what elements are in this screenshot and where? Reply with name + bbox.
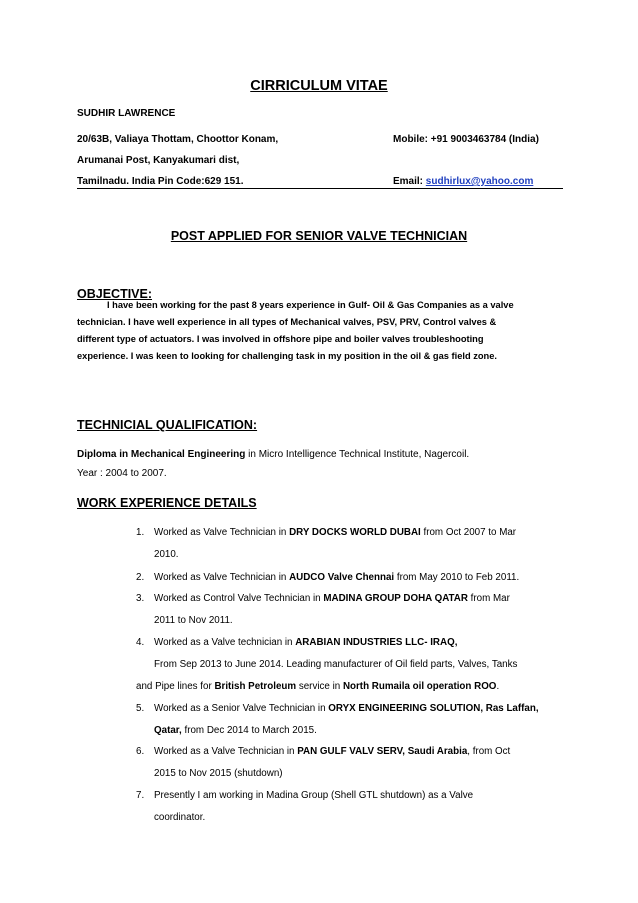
item-pre: Worked as Control Valve Technician in [154, 593, 324, 604]
item-post: , from Oct [467, 746, 511, 757]
qualification-year: Year : 2004 to 2007. [77, 468, 167, 479]
post-applied-heading: POST APPLIED FOR SENIOR VALVE TECHNICIAN [170, 229, 468, 243]
degree-name: Diploma in Mechanical Engineering [77, 449, 246, 460]
address-line-3: Tamilnadu. India Pin Code:629 151. [77, 176, 244, 187]
item-number: 7. [136, 790, 145, 801]
item-text [154, 572, 519, 583]
operation-name: North Rumaila oil operation ROO [342, 681, 497, 692]
address-line-2: Arumanai Post, Kanyakumari dist, [77, 155, 240, 166]
item-pre: Worked as Valve Technician in [154, 527, 290, 538]
item-text [154, 637, 457, 648]
address-line-1: 20/63B, Valiaya Thottam, Choottor Konam, [77, 134, 279, 145]
item-number: 5. [136, 703, 145, 714]
item-cont: 2011 to Nov 2011. [154, 615, 233, 626]
institute-name: in Micro Intelligence Technical Institute, Nagercoil. [245, 449, 470, 460]
work-heading: WORK EXPERIENCE DETAILS [77, 496, 257, 510]
item-text [154, 527, 516, 538]
work-experience-list [136, 0, 566, 903]
document-title: CIRRICULUM VITAE [250, 78, 388, 94]
employer-name: MADINA GROUP DOHA QATAR [323, 593, 468, 604]
client-name: British Petroleum [214, 681, 297, 692]
email-link[interactable]: sudhirlux@yahoo.com [425, 176, 534, 187]
item-pre: Worked as a Valve technician in [154, 637, 296, 648]
item-cont: From Sep 2013 to June 2014. Leading manufacturer of Oil field parts, Valves, Tanks [154, 659, 518, 670]
item-pre: Presently I am working in Madina Group (Shell GTL shutdown) as a Valve [154, 790, 474, 801]
employer-name: PAN GULF VALV SERV, Saudi Arabia [297, 746, 468, 757]
objective-line: technician. I have well experience in all types of Mechanical valves, PSV, PRV, Control valves & [77, 317, 497, 327]
item-pre: Worked as a Senior Valve Technician in [154, 703, 329, 714]
item-cont [154, 725, 317, 736]
qualification-heading: TECHNICIAL QUALIFICATION: [77, 418, 258, 432]
objective-line: I have been working for the past 8 years experience in Gulf- Oil & Gas Companies as a valve [107, 300, 514, 310]
item-pre: Worked as a Valve Technician in [154, 746, 298, 757]
item-cont: coordinator. [154, 812, 206, 823]
item-number: 3. [136, 593, 145, 604]
item-text [154, 790, 473, 801]
item-pre: Worked as Valve Technician in [154, 572, 290, 583]
item-post: from Oct 2007 to Mar [420, 527, 517, 538]
item-cont-mid: service in [296, 681, 343, 692]
item-text [154, 746, 510, 757]
employer-name: ORYX ENGINEERING SOLUTION, Ras Laffan, [328, 703, 539, 714]
item-number: 6. [136, 746, 145, 757]
item-cont-pre: and Pipe lines for [136, 681, 215, 692]
objective-line: different type of actuators. I was involved in offshore pipe and boiler valves troubleshooting [77, 334, 484, 344]
objective-line: experience. I was keen to looking for challenging task in my position in the oil & gas field zone. [77, 351, 497, 361]
email-label: Email: [393, 176, 424, 187]
item-cont: 2015 to Nov 2015 (shutdown) [154, 768, 283, 779]
item-text [154, 703, 539, 714]
item-post: from Mar [467, 593, 510, 604]
item-number: 4. [136, 637, 145, 648]
item-number: 2. [136, 572, 145, 583]
objective-heading: OBJECTIVE: [77, 287, 153, 301]
item-cont-post: . [496, 681, 500, 692]
applicant-name: SUDHIR LAWRENCE [77, 108, 176, 119]
employer-name: DRY DOCKS WORLD DUBAI [289, 527, 421, 538]
item-cont-text: from Dec 2014 to March 2015. [181, 725, 317, 736]
item-text [154, 593, 510, 604]
employer-name: AUDCO Valve Chennai [289, 572, 395, 583]
mobile-number: Mobile: +91 9003463784 (India) [393, 134, 539, 145]
employer-location: Qatar, [154, 725, 182, 736]
item-post: from May 2010 to Feb 2011. [394, 572, 520, 583]
item-cont [136, 681, 499, 692]
employer-name: ARABIAN INDUSTRIES LLC- IRAQ, [295, 637, 458, 648]
item-number: 1. [136, 527, 145, 538]
item-cont: 2010. [154, 549, 179, 560]
